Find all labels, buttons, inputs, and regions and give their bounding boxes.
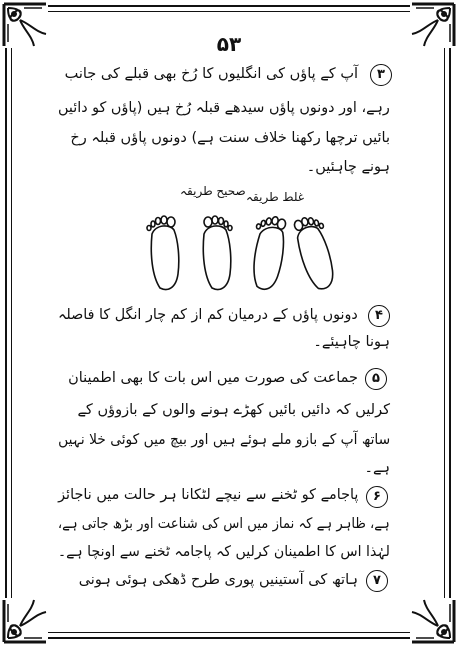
- foot-wrong-right: [293, 214, 338, 292]
- item-number: ۶: [366, 486, 388, 508]
- item-line: دونوں پاؤں کے درمیان کم از کم چار انگل کا فاصلہ: [58, 307, 358, 323]
- item-line: ہاتھ کی آستینیں پوری طرح ڈھکی ہوئی ہونی: [78, 572, 358, 588]
- foot-correct-left: [147, 216, 179, 289]
- item-line: کرلیں کہ دائیں بائیں کھڑے ہونے والوں کے بازوؤں کے: [77, 402, 390, 418]
- corner-ornament-bottom-left: [2, 598, 48, 644]
- item-number: ۳: [370, 64, 392, 86]
- item-line: جماعت کی صورت میں اس بات کا بھی اطمینان: [68, 370, 358, 386]
- corner-ornament-top-left: [2, 2, 48, 48]
- item-line: ہونا چاہیئے۔: [313, 334, 390, 350]
- item-number: ۷: [366, 570, 388, 592]
- item-line: ساتھ آپ کے بازو ملے ہوئے ہیں اور بیچ میں کوئی خلا نہیں: [57, 432, 390, 448]
- feet-illustration: [138, 214, 338, 294]
- item-line: پاجامے کو ٹخنے سے نیچے لٹکانا ہر حالت میں ناجائز: [57, 487, 358, 503]
- item-line: رہے، اور دونوں پاؤں سیدھے قبلہ رُخ ہیں (پاؤں کو دائیں: [58, 100, 390, 116]
- caption-wrong-method: غلط طریقہ: [246, 190, 305, 204]
- item-line: ہے، ظاہر ہے کہ نماز میں اس کی شناعت اور بڑھ جاتی ہے،: [58, 516, 390, 532]
- foot-wrong-left: [244, 214, 290, 292]
- item-line: بائیں ترچھا رکھنا خلاف سنت ہے) دونوں پاؤں قبلہ رخ: [70, 130, 390, 146]
- item-number: ۴: [368, 305, 390, 327]
- corner-ornament-top-right: [410, 2, 456, 48]
- foot-correct-right: [203, 216, 232, 289]
- item-number: ۵: [365, 368, 387, 390]
- caption-correct-method: صحیح طریقہ: [180, 184, 246, 198]
- item-line: ہونے چاہئیں۔: [306, 159, 390, 175]
- item-line: آپ کے پاؤں کی انگلیوں کا رُخ بھی قبلے کی جانب: [64, 66, 358, 82]
- corner-ornament-bottom-right: [410, 598, 456, 644]
- item-line: لہٰذا اس کا اطمینان کرلیں کہ پاجامہ ٹخنے سے اونچا ہے۔: [57, 544, 390, 560]
- page-number: ۵۳: [216, 32, 242, 56]
- item-line: ہے۔: [364, 460, 390, 476]
